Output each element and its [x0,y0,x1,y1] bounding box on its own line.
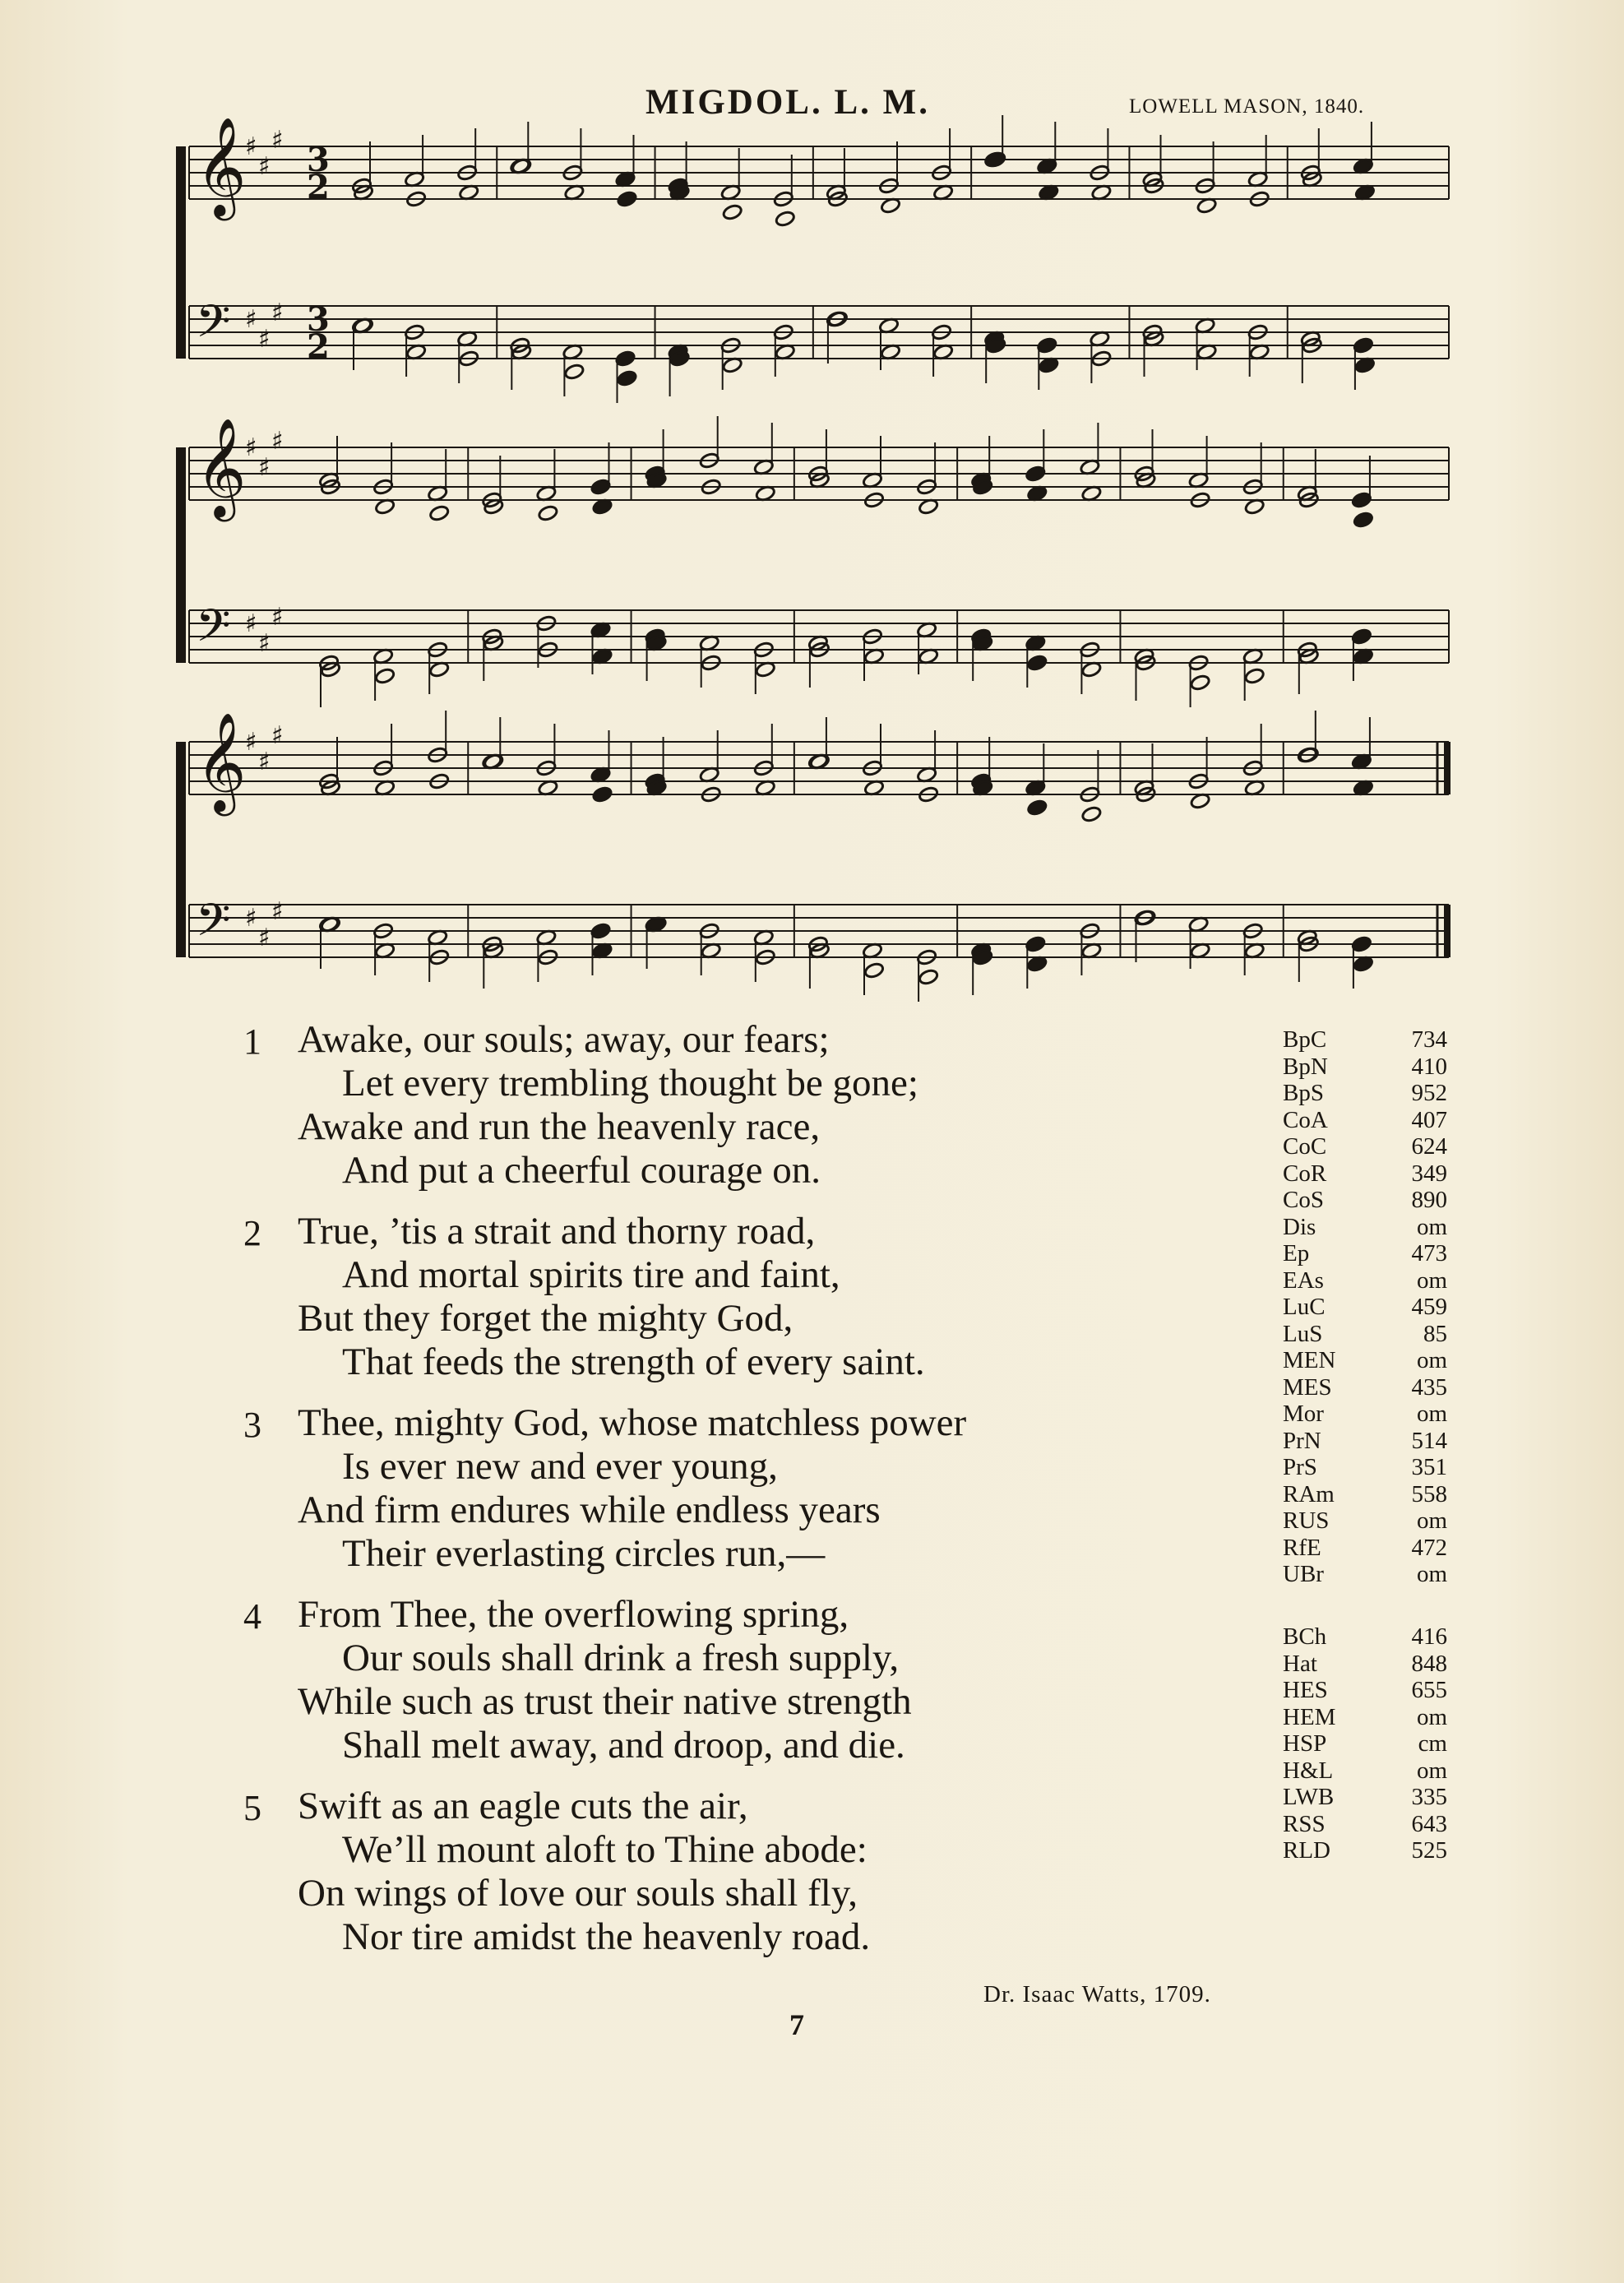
verse-line: That feeds the strength of every saint. [342,1341,925,1383]
reference-entry [1283,1784,1447,1811]
note-head [1026,654,1048,671]
reference-code: LuC [1283,1294,1326,1320]
reference-code: UBr [1283,1561,1324,1587]
sharp-icon: ♯ [245,904,257,933]
time-signature-bottom: 2 [307,168,330,206]
reference-code: BpN [1283,1053,1328,1080]
reference-number: 472 [1411,1534,1447,1561]
verse-number: 4 [243,1596,261,1637]
reference-code: CoR [1283,1160,1327,1187]
note-head [1026,799,1048,816]
note-head [564,363,585,380]
reference-code: HES [1283,1677,1328,1703]
reference-code: PrN [1283,1427,1321,1454]
reference-number: 525 [1411,1837,1447,1864]
reference-entry [1283,1347,1447,1374]
hymn-text [243,1018,1233,1976]
reference-entry [1283,1374,1447,1401]
treble-clef-icon: 𝄞 [196,711,247,812]
reference-number: 416 [1411,1623,1447,1650]
reference-entry [1283,1133,1447,1160]
system-bracket [176,146,186,359]
verse-line: Nor tire amidst the heavenly road. [342,1915,871,1958]
system-bracket [176,742,186,957]
reference-code: H&L [1283,1757,1334,1784]
reference-code: CoS [1283,1187,1324,1213]
note-head [1190,674,1211,691]
reference-number: 655 [1411,1677,1447,1703]
note-head [1025,935,1046,952]
reference-entry [1283,1507,1447,1535]
reference-code: RLD [1283,1837,1330,1864]
reference-entry [1283,1240,1447,1267]
sharp-icon: ♯ [258,629,271,658]
verse-line: And put a cheerful courage on. [342,1149,821,1192]
reference-number: 473 [1411,1240,1447,1267]
note-head [722,203,743,220]
reference-entry [1283,1454,1447,1481]
reference-code: Dis [1283,1213,1316,1240]
verse-line: But they forget the mighty God, [298,1297,793,1340]
note-head [374,667,396,684]
reference-entry [1283,1160,1447,1188]
tune-title: MIGDOL. L. M. [645,83,930,122]
verse-line: Is ever new and ever young, [342,1445,778,1488]
note-head [592,785,613,803]
reference-entry [1283,1107,1447,1134]
reference-number: 407 [1411,1106,1447,1133]
reference-number: 335 [1411,1784,1447,1810]
reference-entry [1283,1535,1447,1562]
reference-entry [1283,1481,1447,1508]
reference-code: CoA [1283,1106,1328,1133]
verse [243,1593,1233,1767]
verse-line: Thee, mighty God, whose matchless power [298,1401,967,1444]
bass-clef-icon: 𝄢 [196,894,231,957]
reference-code: BpS [1283,1080,1324,1106]
reference-code: RfE [1283,1534,1321,1561]
reference-entry [1283,1187,1447,1214]
author-credit: Dr. Isaac Watts, 1709. [983,1981,1211,2007]
sharp-icon: ♯ [258,453,271,482]
reference-code: Hat [1283,1650,1317,1677]
reference-code: MEN [1283,1347,1336,1373]
sharp-icon: ♯ [245,433,257,462]
reference-number: 624 [1411,1133,1447,1160]
verse-number: 5 [243,1788,261,1828]
note-head [1353,511,1374,528]
final-bar-line [1444,905,1450,957]
verse-line: Awake and run the heavenly race, [298,1105,821,1148]
reference-number: om [1416,1267,1447,1294]
note-head [428,504,450,521]
verse-line: Their everlasting circles run,— [342,1532,826,1575]
note-head [590,478,612,495]
verse-line: From Thee, the overflowing spring, [298,1593,849,1636]
treble-clef-icon: 𝄞 [196,116,247,216]
reference-code: Mor [1283,1401,1324,1427]
reference-code: LuS [1283,1320,1323,1347]
sharp-icon: ♯ [245,609,257,638]
sharp-icon: ♯ [258,152,271,181]
verse-line: Shall melt away, and droop, and die. [342,1724,905,1767]
hymnal-references-group-1 [1283,1026,1447,1588]
reference-code: BpC [1283,1026,1327,1053]
note-head [918,968,939,985]
reference-number: 890 [1411,1187,1447,1213]
page-number: 7 [789,2008,804,2041]
sharp-icon: ♯ [271,126,284,155]
note-head [617,369,638,387]
reference-code: RAm [1283,1480,1335,1507]
reference-entry [1283,1401,1447,1428]
note-head [617,190,638,207]
bass-clef-icon: 𝄢 [196,295,231,359]
note-head [1244,667,1265,684]
reference-number: 410 [1411,1053,1447,1080]
reference-code: PrS [1283,1454,1317,1480]
verse-number: 3 [243,1405,261,1445]
reference-code: CoC [1283,1133,1327,1160]
reference-entry [1283,1428,1447,1455]
verse-line: Our souls shall drink a fresh supply, [342,1637,900,1679]
reference-number: 643 [1411,1810,1447,1837]
reference-entry [1283,1054,1447,1081]
note-head [1351,491,1372,508]
reference-number: 435 [1411,1373,1447,1401]
verse-line: True, ’tis a strait and thorny road, [298,1210,816,1253]
time-signature-top: 3 [307,300,330,339]
reference-entry [1283,1321,1447,1348]
reference-number: 459 [1411,1294,1447,1320]
sharp-icon: ♯ [245,132,257,161]
reference-entry [1283,1757,1447,1785]
note-head [1351,627,1372,645]
reference-entry [1283,1704,1447,1731]
reference-number: 848 [1411,1650,1447,1677]
reference-entry [1283,1623,1447,1651]
reference-number: 558 [1411,1480,1447,1507]
sharp-icon: ♯ [271,427,284,456]
reference-number: om [1416,1347,1447,1373]
reference-entry [1283,1080,1447,1107]
reference-entry [1283,1294,1447,1321]
reference-number: 351 [1411,1454,1447,1480]
reference-entry [1283,1561,1447,1588]
verse-line: And firm endures while endless years [298,1489,881,1531]
reference-number: om [1416,1401,1447,1427]
note-head [1081,805,1103,822]
sharp-icon: ♯ [271,721,284,750]
final-bar-line [1444,742,1450,794]
music-score [0,0,1624,1003]
time-signature-bottom: 2 [307,327,330,366]
reference-number: 734 [1411,1026,1447,1053]
reference-code: HEM [1283,1703,1336,1730]
verse-line: We’ll mount aloft to Thine abode: [342,1828,868,1871]
reference-number: om [1416,1507,1447,1534]
verse [243,1018,1233,1192]
verse-number: 1 [243,1021,261,1062]
bass-clef-icon: 𝄢 [196,600,231,663]
sharp-icon: ♯ [258,924,271,952]
sharp-icon: ♯ [258,748,271,776]
reference-number: 349 [1411,1160,1447,1187]
reference-code: RUS [1283,1507,1330,1534]
note-head [1353,336,1374,354]
note-head [1025,465,1046,482]
note-head [1351,935,1372,952]
sharp-icon: ♯ [271,897,284,926]
reference-number: om [1416,1703,1447,1730]
note-head [538,504,559,521]
sharp-icon: ♯ [271,603,284,632]
reference-entry [1283,1026,1447,1054]
composer-credit: LOWELL MASON, 1840. [1129,95,1365,118]
reference-code: BCh [1283,1623,1327,1650]
reference-code: HSP [1283,1730,1327,1757]
note-head [615,350,636,367]
reference-code: MES [1283,1373,1332,1401]
reference-entry [1283,1214,1447,1241]
verse-line: On wings of love our souls shall fly, [298,1872,858,1915]
verse-line: Let every trembling thought be gone; [342,1062,918,1104]
reference-entry [1283,1837,1447,1864]
system-bracket [176,447,186,663]
hymnal-references-group-2 [1283,1623,1447,1864]
sharp-icon: ♯ [245,728,257,757]
reference-number: 85 [1423,1320,1447,1347]
reference-number: 514 [1411,1427,1447,1454]
reference-entry [1283,1677,1447,1704]
reference-code: RSS [1283,1810,1326,1837]
verse-number: 2 [243,1213,261,1253]
reference-entry [1283,1811,1447,1838]
note-head [1036,336,1057,354]
sharp-icon: ♯ [245,305,257,334]
reference-code: Ep [1283,1240,1310,1267]
sharp-icon: ♯ [258,325,271,354]
verse-line: While such as trust their native strength [298,1680,912,1723]
note-head [775,210,796,227]
reference-entry [1283,1651,1447,1678]
verse-line: Swift as an eagle cuts the air, [298,1785,748,1827]
reference-number: cm [1418,1730,1447,1757]
verse-line: And mortal spirits tire and faint, [342,1253,840,1296]
note-head [863,961,885,979]
reference-entry [1283,1267,1447,1294]
note-head [590,922,612,939]
verse [243,1401,1233,1576]
sharp-icon: ♯ [271,299,284,327]
reference-entry [1283,1730,1447,1757]
treble-clef-icon: 𝄞 [196,417,247,517]
time-signature-top: 3 [307,141,330,179]
verse [243,1210,1233,1384]
reference-number: om [1416,1561,1447,1587]
reference-number: 952 [1411,1080,1447,1106]
reference-code: LWB [1283,1784,1335,1810]
reference-number: om [1416,1757,1447,1784]
verse [243,1785,1233,1959]
verse-line: Awake, our souls; away, our fears; [298,1018,830,1061]
reference-number: om [1416,1213,1447,1240]
reference-code: EAs [1283,1267,1324,1294]
